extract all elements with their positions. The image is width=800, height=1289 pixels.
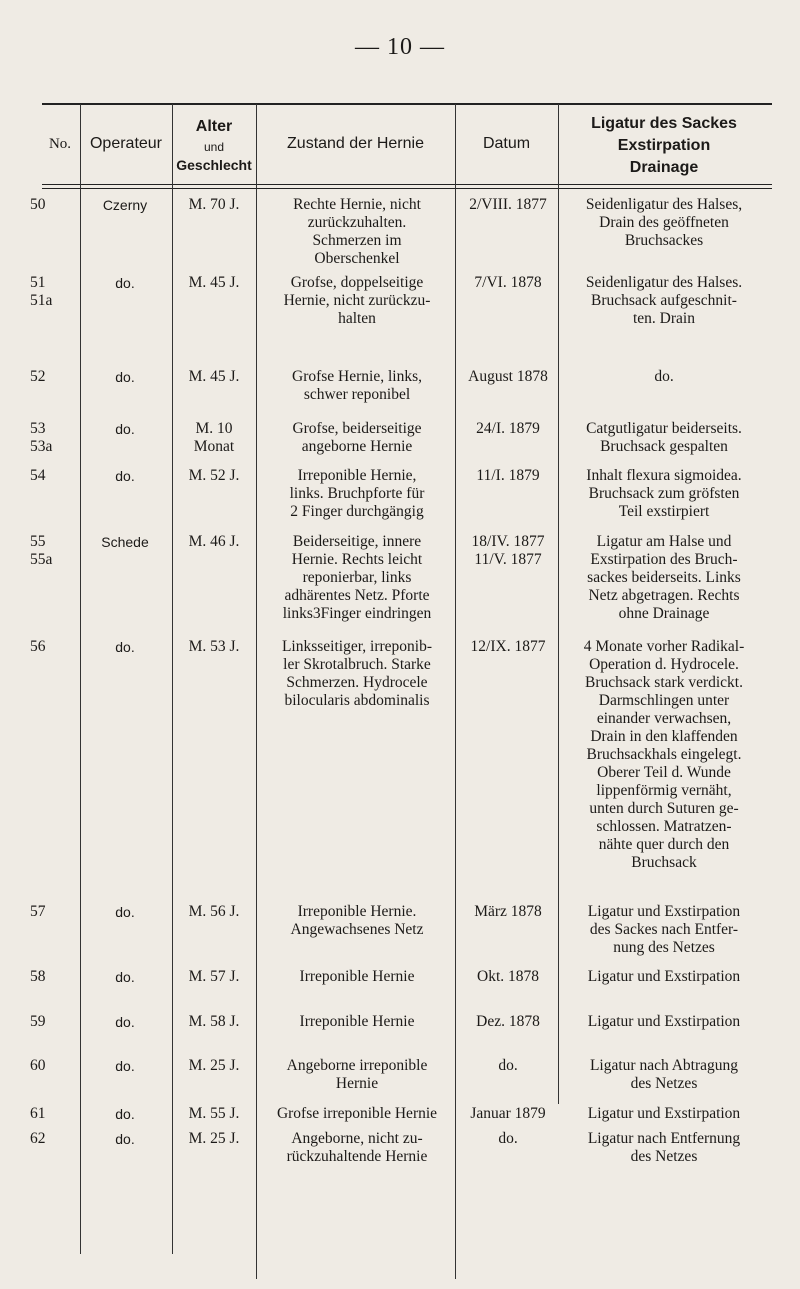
cell-zustand: Irreponible Hernie, links. Bruchpforte für 2 Finger durchgängig [289,467,425,520]
cell-operateur: do. [115,969,135,985]
cell-age: M. 25 J. [188,1057,240,1074]
cell-no: 62 [30,1130,46,1147]
cell-age: M. 57 J. [188,968,240,985]
header-exstirpation: Exstirpation [617,137,711,154]
cell-no: 56 [30,638,46,655]
header-geschlecht: Geschlecht [176,157,252,173]
cell-zustand: Angeborne, nicht zu- rückzuhaltende Hernie [286,1130,428,1165]
cell-zustand: Irreponible Hernie. Angewachsenes Netz [290,903,424,938]
cell-ligatur: Ligatur und Exstirpation [587,1105,741,1122]
cell-age: M. 46 J. [188,533,240,550]
cell-datum: do. [498,1057,518,1074]
cell-datum: 11/I. 1879 [476,467,540,484]
cell-datum: 12/IX. 1877 [470,638,546,655]
header-no: No. [48,136,72,152]
cell-no: 55 55a [30,533,53,568]
cell-zustand: Irreponible Hernie [299,1013,415,1030]
cell-age: M. 45 J. [188,368,240,385]
cell-operateur: do. [115,1131,135,1147]
cell-ligatur: Ligatur und Exstirpation [587,968,741,985]
cell-ligatur: Inhalt flexura sigmoidea. Bruchsack zum gröfsten Teil exstirpiert [586,467,742,520]
header-datum: Datum [482,135,531,152]
cell-datum: 7/VI. 1878 [474,274,542,291]
cell-age: M. 58 J. [188,1013,240,1030]
cell-no: 54 [30,467,46,484]
cell-age: M. 56 J. [188,903,240,920]
cell-ligatur: Catgutligatur beiderseits. Bruchsack gespalten [586,420,742,455]
cell-ligatur: Ligatur nach Entfernung des Netzes [587,1130,741,1165]
cell-ligatur: Ligatur und Exstirpation des Sackes nach Entfer- nung des Netzes [587,903,741,956]
cell-ligatur: Seidenligatur des Halses. Bruchsack aufgeschnit- ten. Drain [585,274,743,327]
header-operateur: Operateur [89,135,163,152]
page-number: — 10 — [355,34,445,60]
cell-no: 53 53a [30,420,53,455]
cell-ligatur: Ligatur und Exstirpation [587,1013,741,1030]
cell-no: 50 [30,196,46,213]
cell-age: M. 25 J. [188,1130,240,1147]
cell-datum: Januar 1879 [470,1105,546,1122]
cell-ligatur: Seidenligatur des Halses, Drain des geöffneten Bruchsackes [585,196,743,249]
cell-datum: März 1878 [474,903,542,920]
cell-age: M. 10 Monat [193,420,235,455]
col-divider-2 [172,104,173,1254]
cell-operateur: do. [115,1106,135,1122]
header-alter: Alter [195,118,233,135]
cell-zustand: Angeborne irreponible Hernie [286,1057,428,1092]
cell-operateur: do. [115,468,135,484]
cell-age: M. 52 J. [188,467,240,484]
header-bottom-rule [42,184,772,185]
cell-datum: 2/VIII. 1877 [469,196,547,213]
cell-no: 61 [30,1105,46,1122]
cell-operateur: do. [115,369,135,385]
cell-age: M. 53 J. [188,638,240,655]
cell-ligatur: Ligatur nach Abtragung des Netzes [589,1057,739,1092]
cell-no: 58 [30,968,46,985]
cell-zustand: Beiderseitige, innere Hernie. Rechts leicht reponierbar, links adhärentes Netz. Pforte links3Finger eindringen [282,533,432,622]
header-drainage: Drainage [629,159,699,176]
cell-ligatur: 4 Monate vorher Radikal- Operation d. Hydrocele. Bruchsack stark verdickt. Darmschlingen unter einander verwachsen, Drain in den klaffenden Bruchsackhals eingelegt. Oberer Teil d. Wunde lippenförmig vernäht, unten durch Suturen ge- schlossen. Matratzen- nähte quer durch den Bruchsack [583,638,745,871]
cell-ligatur: Ligatur am Halse und Exstirpation des Bruch- sackes beiderseits. Links Netz abgetragen. Rechts ohne Drainage [587,533,741,622]
cell-zustand: Grofse irreponible Hernie [276,1105,438,1122]
cell-operateur: do. [115,1014,135,1030]
header-bottom-rule-2 [42,188,772,189]
cell-zustand: Irreponible Hernie [299,968,415,985]
cell-datum: August 1878 [468,368,548,385]
header-zustand: Zustand der Hernie [287,135,424,152]
cell-zustand: Grofse, beiderseitige angeborne Hernie [292,420,422,455]
cell-no: 60 [30,1057,46,1074]
cell-age: M. 55 J. [188,1105,240,1122]
cell-operateur: do. [115,904,135,920]
cell-datum: Okt. 1878 [477,968,539,985]
cell-zustand: Grofse Hernie, links, schwer reponibel [292,368,422,403]
cell-zustand: Grofse, doppelseitige Hernie, nicht zurückzu- halten [283,274,431,327]
cell-no: 52 [30,368,46,385]
cell-operateur: do. [115,421,135,437]
cell-no: 59 [30,1013,46,1030]
cell-operateur: do. [115,275,135,291]
table-top-rule [42,103,772,105]
cell-operateur: do. [115,1058,135,1074]
col-divider-3 [256,104,257,1279]
cell-operateur: do. [115,639,135,655]
cell-no: 51 51a [30,274,53,309]
header-und: und [203,140,225,154]
cell-datum: Dez. 1878 [476,1013,540,1030]
cell-operateur: Czerny [102,197,148,213]
cell-operateur: Schede [101,534,149,550]
header-ligatur: Ligatur des Sackes [591,115,737,132]
cell-zustand: Rechte Hernie, nicht zurückzuhalten. Schmerzen im Oberschenkel [293,196,421,267]
cell-no: 57 [30,903,46,920]
cell-datum: 24/I. 1879 [476,420,540,437]
cell-age: M. 70 J. [188,196,240,213]
cell-zustand: Linksseitiger, irreponib- ler Skrotalbruch. Starke Schmerzen. Hydrocele bilocularis abdominalis [281,638,433,709]
cell-datum: do. [498,1130,518,1147]
cell-age: M. 45 J. [188,274,240,291]
cell-datum: 18/IV. 1877 11/V. 1877 [471,533,545,568]
cell-ligatur: do. [654,368,674,385]
